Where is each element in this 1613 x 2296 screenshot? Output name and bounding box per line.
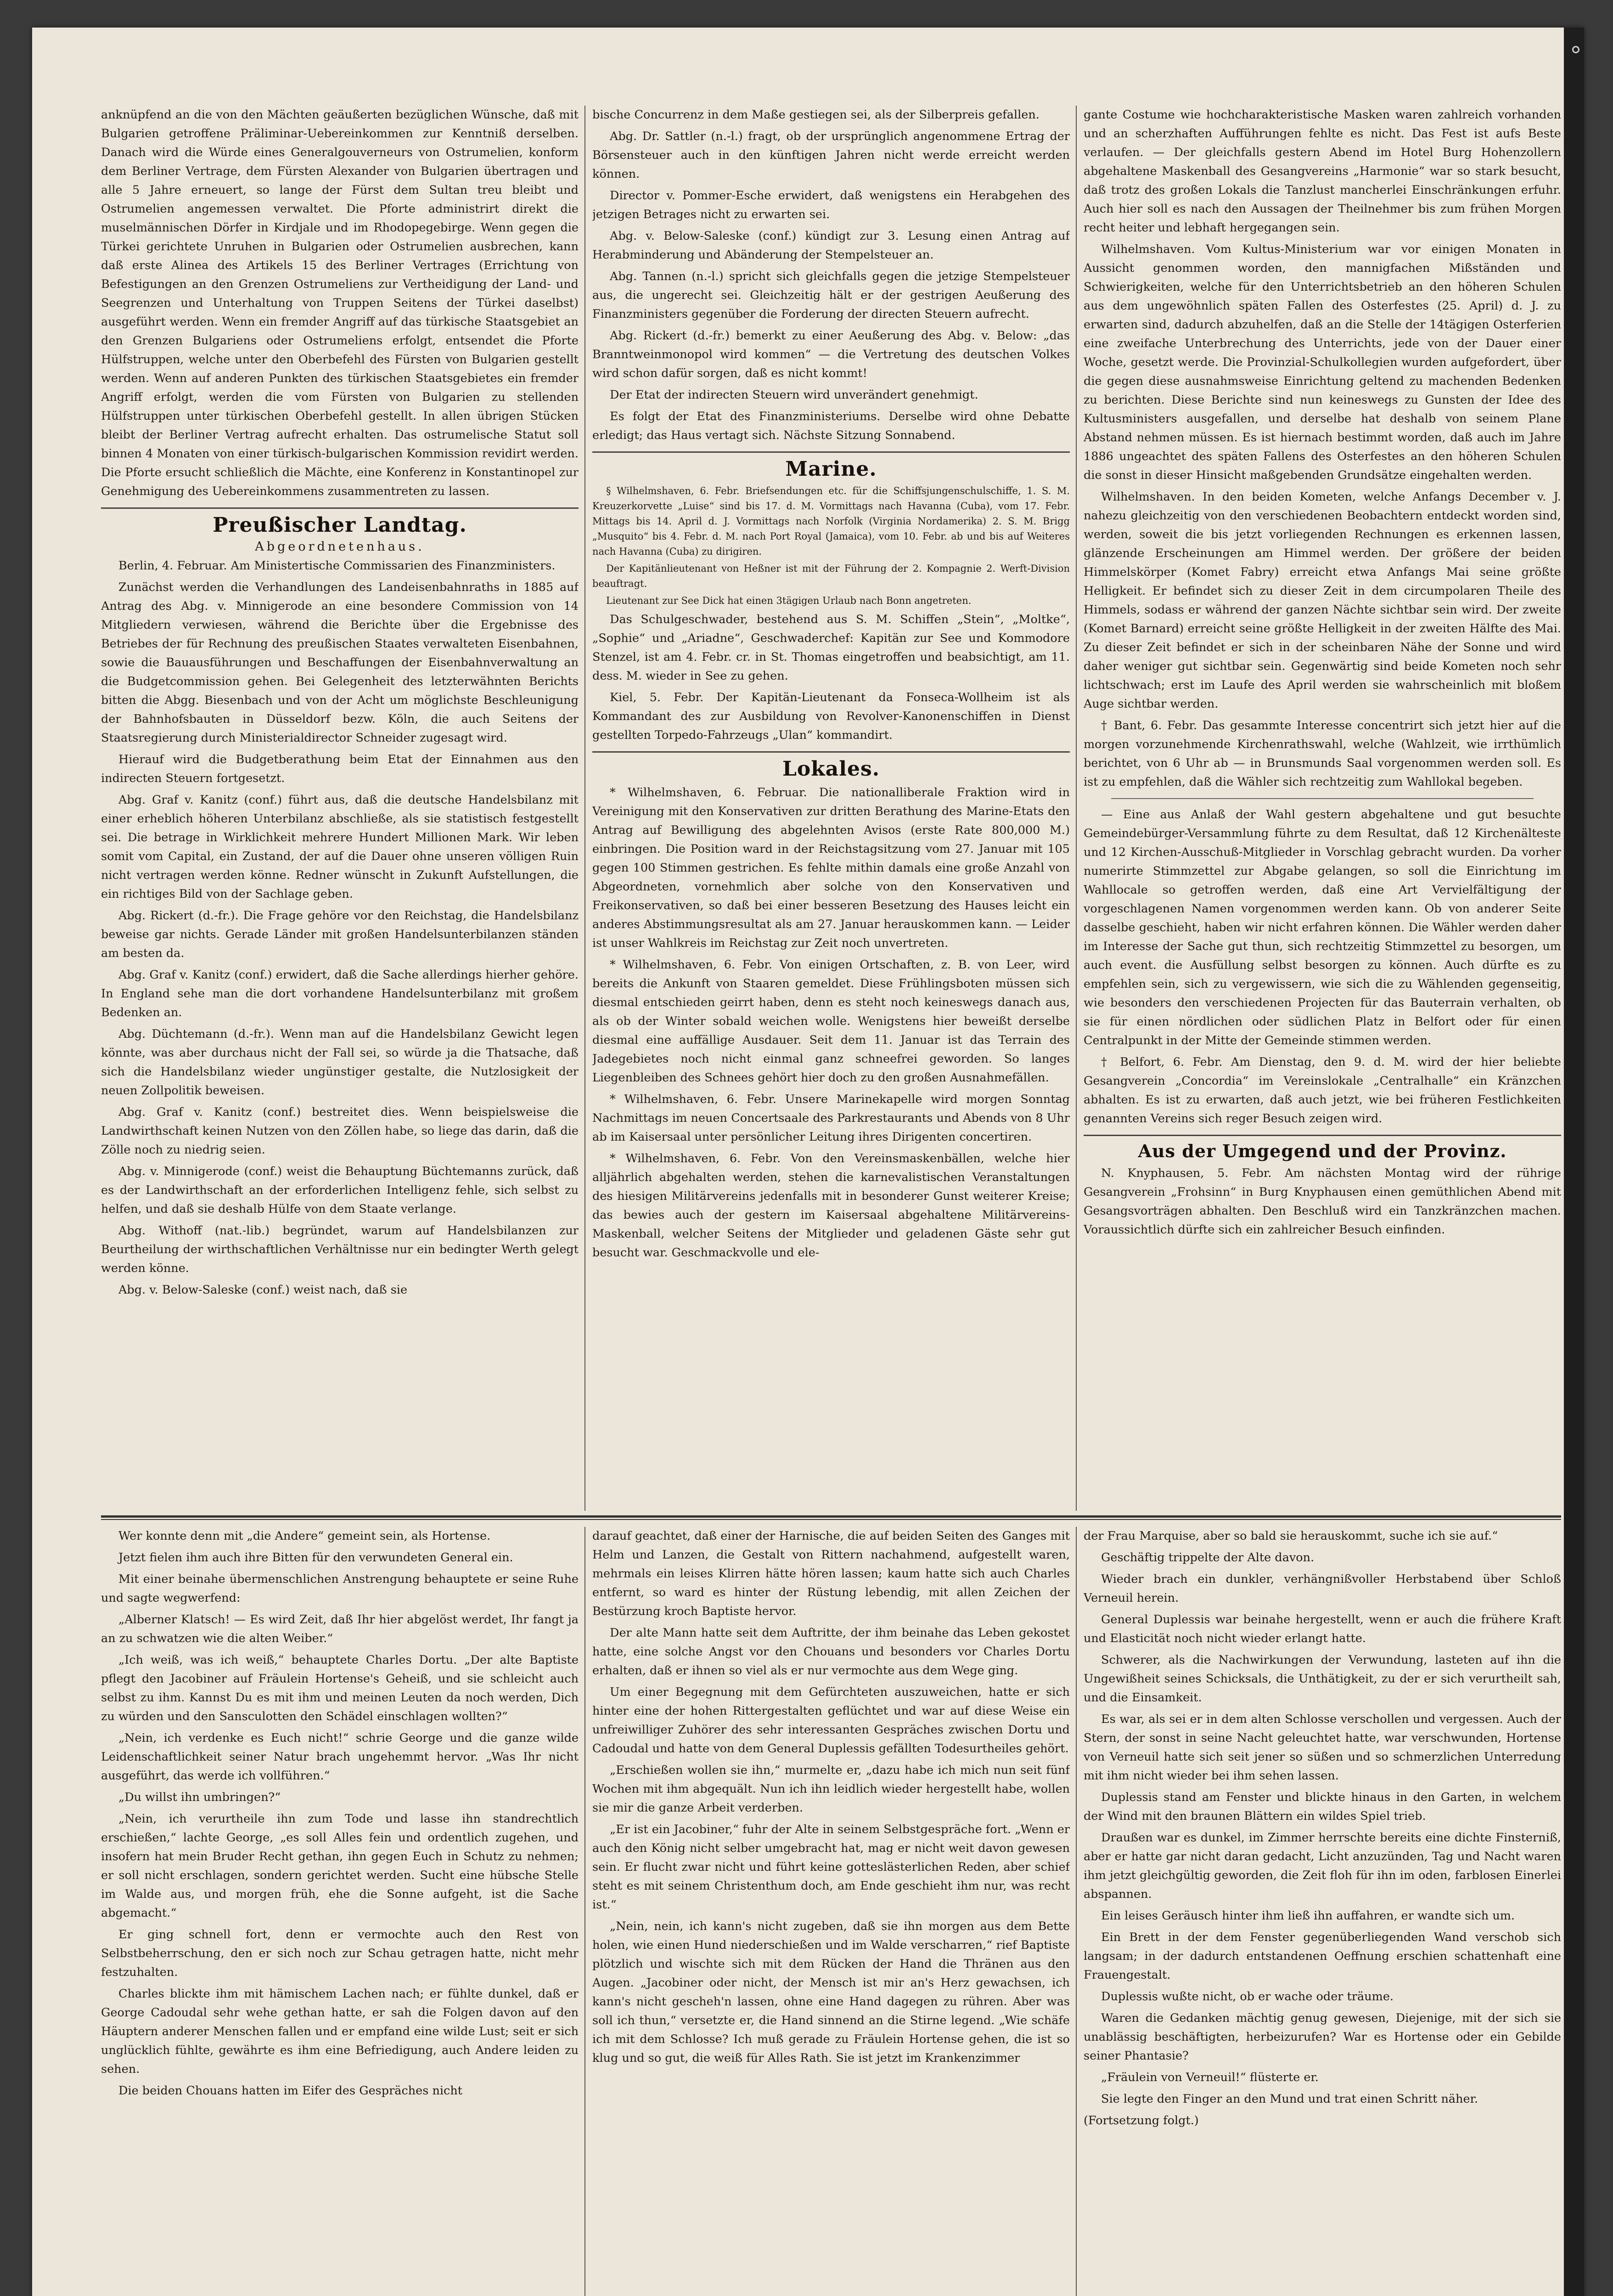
story-paragraph: Geschäftig trippelte der Alte davon. xyxy=(1101,1551,1315,1564)
story-paragraph: Duplessis wußte nicht, ob er wache oder träume. xyxy=(1101,1990,1394,2003)
article-paragraph: † Bant, 6. Febr. Das gesammte Interesse concentrirt sich jetzt hier auf die morgen vorzunehmende Kirchenrathswahl, welche (Wahlzeit, wie irrthümlich berichtet, von 6 Uhr ab — in Brunsmunds Saal vorgenommen werden soll. Es ist zu empfehlen, daß die Wähler sich rechtzeitig zum Wahllokal begeben. xyxy=(1084,719,1561,789)
story-paragraph: „Nein, nein, ich kann's nicht zugeben, daß sie ihn morgen aus dem Bette holen, wie einen Hund niederschießen und im Walde verscharren,“ rief Baptiste plötzlich und wischte sich mit dem Rücken der Hand die Thränen aus den Augen. „Jacobiner oder nicht, der Mensch ist mir an's Herz gewachsen, ich kann's nicht gescheh'n lassen, ohne eine Hand dagegen zu rühren. Aber was soll ich thun,“ versetzte er, die Hand sinnend an die Stirne legend. „Wie schäfe ich mit dem Schlosse? Ich muß gerade zu Fräulein Hortense gehen, die ist so klug und so gut, die weiß für Alles Rath. Sie ist jetzt im Krankenzimmer xyxy=(592,1919,1070,2065)
article-paragraph: Director v. Pommer-Esche erwidert, daß wenigstens ein Herabgehen des jetzigen Betrages nicht zu erwarten sei. xyxy=(592,189,1070,221)
article-paragraph: anknüpfend an die von den Mächten geäußerten bezüglichen Wünsche, daß mit Bulgarien getroffene Präliminar-Uebereinkommen zur Kenntniß derselben. Danach wird die Würde eines Generalgouverneurs von Ostrumelien, konform dem Berliner Vertrage, dem Fürsten Alexander von Bulgarien übertragen und alle 5 Jahre erneuert, so lange der Fürst dem Sultan treu bleibt und Ostrumelien angemessen verwaltet. Die Pforte administrirt direkt die muselmännischen Dörfer in Kirdjale und im Rhodopegebirge. Wenn gegen die Türkei gerichtete Unruhen in Bulgarien oder Ostrumelien ausbrechen, kann daß erste Alinea des Artikels 15 des Berliner Vertrages (Errichtung von Befestigungen an den Grenzen Ostrumeliens zur Vertheidigung der Land- und Seegrenzen und Unterhaltung von Truppen Seitens der Türkei daselbst) ausgeführt werden. Wenn ein fremder Angriff auf das türkische Staatsgebiet an den Grenzen Bulgariens oder Ostrumeliens erfolgt, entsendet die Pforte Hülfstruppen, welche unter den Oberbefehl des Fürsten von Bulgarien gestellt werden. Wenn auf anderen Punkten des türkischen Staatsgebietes ein fremder Angriff erfolgt, werden die vom Fürsten von Bulgarien zu stellenden Hülfstruppen unter türkischen Oberbefehl gestellt. In allen übrigen Stücken bleibt der Berliner Vertrag aufrecht erhalten. Das ostrumelische Statut soll binnen 4 Monaten von einer türkisch-bulgarischen Kommission revidirt werden. Die Pforte ersucht schließlich die Mächte, eine Konferenz in Konstantinopel zur Genehmigung des Uebereinkommens zusammentreten zu lassen. xyxy=(101,108,579,498)
article-paragraph: Zunächst werden die Verhandlungen des Landeisenbahnraths in 1885 auf Antrag des Abg. v. Minnigerode an eine besondere Commission von 14 Mitgliedern verwiesen, während die Berichte über die Ergebnisse des Betriebes der für Rechnung des preußischen Staates verwalteten Eisenbahnen, sowie die Bauausführungen und Beschaffungen der Eisenbahnverwaltung an die Budgetcommission gehen. Bei Gelegenheit des letzterwähnten Berichts bitten die Abgg. Biesenbach und von der Acht um möglichste Beschleunigung der Bahnhofsbauten in Düsseldorf bezw. Köln, die auch Seitens der Staatsregierung durch Ministerialdirector Schneider zugesagt wird. xyxy=(101,580,579,745)
story-paragraph: General Duplessis war beinahe hergestellt, wenn er auch die frühere Kraft und Elasticität noch nicht wieder erlangt hatte. xyxy=(1084,1613,1561,1645)
subheading-abgeordnetenhaus: Abgeordnetenhaus. xyxy=(255,540,425,554)
story-paragraph: „Er ist ein Jacobiner,“ fuhr der Alte in seinem Selbstgespräche fort. „Wenn er auch den König nicht selber umgebracht hat, mag er nicht weit davon gewesen sein. Er flucht zwar nicht und führt keine gotteslästerlichen Reden, aber schief steht es mit seinem Christenthum doch, am Ende geschieht ihm nur, was recht ist.“ xyxy=(592,1823,1070,1912)
feuilleton-section xyxy=(101,1527,1561,2296)
column-2 xyxy=(592,106,1070,1511)
article-paragraph: bische Concurrenz in dem Maße gestiegen sei, als der Silberpreis gefallen. xyxy=(592,108,1040,122)
story-paragraph: Es war, als sei er in dem alten Schlosse verschollen und vergessen. Auch der Stern, der sonst in seine Nacht geleuchtet hatte, war verschwunden, Hortense von Verneuil hatte sich seit jener so süßen und so schmerzlichen Unterredung mit ihm nicht wieder bei ihm sehen lassen. xyxy=(1084,1712,1561,1783)
heading-umgegend: Aus der Umgegend und der Provinz. xyxy=(1138,1141,1507,1161)
article-paragraph: Abg. v. Below-Saleske (conf.) kündigt zur 3. Lesung einen Antrag auf Herabminderung und Abänderung der Stempelsteuer an. xyxy=(592,229,1070,262)
article-paragraph: Wilhelmshaven. In den beiden Kometen, welche Anfangs December v. J. nahezu gleichzeitig von den verschiedenen Beobachtern entdeckt worden sind, werden, soweit die bis jetzt vorliegenden Rechnungen es erkennen lassen, glänzende Erscheinungen am Himmel werden. Der größere der beiden Himmelskörper (Komet Fabry) erreicht etwa Anfangs Mai seine größte Helligkeit. Er befindet sich zu dieser Zeit in dem circumpolaren Theile des Himmels, sodass er während der ganzen Nächte sichtbar sein wird. Der zweite (Komet Barnard) erreicht seine größte Helligkeit in der zweiten Hälfte des Mai. Zu dieser Zeit befindet er sich in der scheinbaren Nähe der Sonne und wird daher weniger gut sichtbar sein. Gegenwärtig sind beide Kometen noch sehr lichtschwach; erst im Laufe des April werden sie wahrscheinlich mit bloßem Auge sichtbar werden. xyxy=(1084,490,1561,711)
article-paragraph: N. Knyphausen, 5. Febr. Am nächsten Montag wird der rührige Gesangverein „Frohsinn“ in Burg Knyphausen einen gemüthlichen Abend mit Gesangsvorträgen abhalten. Den Beschluß wird ein Tanzkränzchen machen. Voraussichtlich dürfte sich ein zahlreicher Besuch einfinden. xyxy=(1084,1166,1561,1237)
article-paragraph: Abg. Withoff (nat.-lib.) begründet, warum auf Handelsbilanzen zur Beurtheilung der wirthschaftlichen Verhältnisse nur ein bedingter Werth gelegt werden könne. xyxy=(101,1224,579,1275)
story-paragraph: Charles blickte ihm mit hämischem Lachen nach; er fühlte dunkel, daß er George Cadoudal sehr wehe gethan hatte, er sah die Folgen davon auf den Häuptern anderer Menschen fallen und er empfand eine wilde Lust; seit er sich unglücklich fühlte, gewährte es ihm eine Befriedigung, auch Andere leiden zu sehen. xyxy=(101,1987,579,2076)
article-paragraph: Hierauf wird die Budgetberathung beim Etat der Einnahmen aus den indirecten Steuern fortgesetzt. xyxy=(101,753,579,785)
story-paragraph: Duplessis stand am Fenster und blickte hinaus in den Garten, in welchem der Wind mit den braunen Blättern ein wildes Spiel trieb. xyxy=(1084,1790,1561,1823)
article-paragraph: Kiel, 5. Febr. Der Kapitän-Lieutenant da Fonseca-Wollheim ist als Kommandant des zur Ausbildung von Revolver-Kanonenschiffen in Dienst gestellten Torpedo-Fahrzeugs „Ulan“ kommandirt. xyxy=(592,691,1070,742)
heading-marine: Marine. xyxy=(785,457,877,481)
heading-landtag: Preußischer Landtag. xyxy=(213,513,467,537)
upper-section xyxy=(101,106,1561,1511)
story-paragraph: „Du willst ihn umbringen?“ xyxy=(118,1790,281,1804)
article-paragraph: Wilhelmshaven. Vom Kultus-Ministerium war vor einigen Monaten in Aussicht genommen worden, den mannigfachen Mißständen und Schwierigkeiten, welche für den Unterrichtsbetrieb an den höheren Schulen aus dem ungewöhnlich späten Fallen des Osterfestes (25. April) d. J. zu erwarten sind, dadurch abzuhelfen, daß an die Stelle der 14tägigen Osterferien eine zweifache Unterbrechung des Unterrichts, jede von der Dauer einer Woche, gesetzt werde. Die Provinzial-Schulkollegien wurden aufgefordert, über die gegen diese ausnahmsweise Einrichtung geltend zu machenden Bedenken zu berichten. Diese Berichte sind nun keineswegs zu Gunsten der Idee des Kultusministers ausgefallen, und derselbe hat deshalb von seinem Plane Abstand nehmen müssen. Es ist hiernach bestimmt worden, daß auch im Jahre 1886 ungeachtet des späten Fallens des Osterfestes an den höheren Schulen die sonst in dieser Hinsicht maßgebenden Grundsätze eingehalten werden. xyxy=(1084,242,1561,482)
article-paragraph: * Wilhelmshaven, 6. Februar. Die nationalliberale Fraktion wird in Vereinigung mit den Konservativen zur dritten Berathung des Marine-Etats den Antrag auf Bewilligung des abgelehnten Avisos (erste Rate 800,000 M.) einbringen. Die Position ward in der Reichstagsitzung vom 27. Januar mit 105 gegen 100 Stimmen gestrichen. Es fehlte mithin damals eine große Anzahl von Abgeordneten, vornehmlich aber solche von den Konservativen und Freikonservativen, so daß bei einer besseren Besetzung des Hauses leicht ein anderes Abstimmungsresultat als am 27. Januar herauskommen kann. — Leider ist unser Wahlkreis im Reichstag zur Zeit noch unvertreten. xyxy=(592,786,1070,950)
feuilleton-column-3 xyxy=(1084,1527,1561,2296)
article-paragraph: Abg. Düchtemann (d.-fr.). Wenn man auf die Handelsbilanz Gewicht legen könnte, was aber durchaus nicht der Fall sei, so würde ja die Thatsache, daß sich die Handelsbilanz wieder ungünstiger gestalte, die Nutzlosigkeit der neuen Zollpolitik beweisen. xyxy=(101,1027,579,1097)
newspaper-page xyxy=(32,28,1584,2296)
article-paragraph: Der Etat der indirecten Steuern wird unverändert genehmigt. xyxy=(610,388,978,402)
article-paragraph: † Belfort, 6. Febr. Am Dienstag, den 9. d. M. wird der hier beliebte Gesangverein „Concordia“ im Vereinslokale „Centralhalle“ ein Kränzchen abhalten. Es ist zu erwarten, daß auch jetzt, wie bei früheren Festlichkeiten genannten Vereins sich reger Besuch zeigen wird. xyxy=(1084,1055,1561,1125)
article-paragraph: Berlin, 4. Februar. Am Ministertische Commissarien des Finanzministers. xyxy=(118,559,556,573)
scan-edge-bar xyxy=(1564,28,1584,2296)
notice-paragraph: § Wilhelmshaven, 6. Febr. Briefsendungen etc. für die Schiffsjungenschulschiffe, 1. S. M. Kreuzerkorvette „Luise“ sind bis 17. d. M. Vormittags nach Havanna (Cuba), vom 17. Febr. Mittags bis 14. April d. J. Vormittags nach Norfolk (Virginia Nordamerika) 2. S. M. Brigg „Musquito“ bis 4. Febr. d. M. nach Port Royal (Jamaica), vom 10. Febr. ab und bis auf Weiteres nach Havanna (Cuba) zu dirigiren. xyxy=(592,485,1070,557)
heading-lokales: Lokales. xyxy=(782,757,880,781)
edge-marker-icon xyxy=(1572,46,1579,53)
article-paragraph: * Wilhelmshaven, 6. Febr. Unsere Marinekapelle wird morgen Sonntag Nachmittags im neuen Concertsaale des Parkrestaurants und Abends von 8 Uhr ab im Kaisersaal unter persönlicher Leitung ihres Dirigenten concertiren. xyxy=(592,1092,1070,1144)
notice-paragraph: Der Kapitänlieutenant von Heßner ist mit der Führung der 2. Kompagnie 2. Werft-Division beauftragt. xyxy=(592,563,1070,589)
story-paragraph: Ein Brett in der dem Fenster gegenüberliegenden Wand verschob sich langsam; in der dadurch entstandenen Oeffnung erschien schattenhaft eine Frauengestalt. xyxy=(1084,1930,1561,1982)
story-paragraph: Mit einer beinahe übermenschlichen Anstrengung behauptete er seine Ruhe und sagte wegwerfend: xyxy=(101,1572,579,1605)
separator-rule xyxy=(1111,798,1534,799)
story-paragraph: „Nein, ich verurtheile ihn zum Tode und lasse ihn standrechtlich erschießen,“ lachte George, „es soll Alles fein und ordentlich zugehen, und insofern hat mein Bruder Recht gethan, ihn gegen Euch in Schutz zu nehmen; er soll nicht erschlagen, sondern gerichtet werden. Sucht eine hübsche Stelle im Walde aus, und morgen früh, ehe die Sonne aufgeht, ist die Sache abgemacht.“ xyxy=(101,1812,579,1920)
story-paragraph: Jetzt fielen ihm auch ihre Bitten für den verwundeten General ein. xyxy=(118,1551,513,1564)
story-paragraph: „Ich weiß, was ich weiß,“ behauptete Charles Dortu. „Der alte Baptiste pflegt den Jacobiner auf Fräulein Hortense's Geheiß, und sie schleicht auch selbst zu ihm. Kannst Du es mit ihm und meinen Leuten da noch werden, Dich zu würden und den Sansculotten den Schädel einschlagen wollten?“ xyxy=(101,1653,579,1723)
article-paragraph: — Eine aus Anlaß der Wahl gestern abgehaltene und gut besuchte Gemeindebürger-Versammlung führte zu dem Resultat, daß 12 Kirchenälteste und 12 Kirchen-Ausschuß-Mitglieder in Vorschlag gebracht wurden. Da vorher numerirte Stimmzettel zur Abgabe gelangen, so soll die Einrichtung im Wahllocale so getroffen werden, daß eine Art Vervielfältigung der vorgeschlagenen Namen vorgenommen werden kann. Ob von anderer Seite dasselbe geschieht, haben wir nicht erfahren können. Die Wähler werden daher im Interesse der Sache gut thun, sich rechtzeitig Stimmzettel zu besorgen, um auch event. die Ausfüllung selbst besorgen zu können. Auch dürfte es zu empfehlen sein, sich zu vergewissern, wie sich die zu Wählenden gegenseitig, wie besonders den verschiedenen Projecten für das Bauterrain verhalten, ob sie für einen nördlichen oder südlichen Platz in Belfort oder für einen Centralpunkt in der Mitte der Gemeinde stimmen werden. xyxy=(1084,808,1561,1047)
article-paragraph: * Wilhelmshaven, 6. Febr. Von den Vereinsmaskenbällen, welche hier alljährlich abgehalten werden, stehen die karnevalistischen Veranstaltungen des hiesigen Militärvereins jedenfalls mit in besonderer Gunst weiterer Kreise; das bewies auch der gestern im Kaisersaal abgehaltene Militärvereins-Maskenball, welcher Seitens der Mitglieder und geladenen Gäste sehr gut besucht war. Geschmackvolle und ele- xyxy=(592,1152,1070,1260)
story-paragraph: „Nein, ich verdenke es Euch nicht!“ schrie George und die ganze wilde Leidenschaftlichkeit seiner Natur brach ungehemmt hervor. „Was Ihr nicht ausgeführt, das werde ich vollführen.“ xyxy=(101,1731,579,1783)
story-paragraph: „Erschießen wollen sie ihn,“ murmelte er, „dazu habe ich mich nun seit fünf Wochen mit ihm abgequält. Nun ich ihn leidlich wieder hergestellt habe, wollen sie mir die ganze Arbeit verderben. xyxy=(592,1763,1070,1815)
story-paragraph: Um einer Begegnung mit dem Gefürchteten auszuweichen, hatte er sich hinter eine der hohen Rittergestalten geflüchtet und war auf diese Weise ein unfreiwilliger Zuhörer des sehr interessanten Gespräches zwischen Dortu und Cadoudal und hatte von dem General Duplessis gefällten Todesurtheiles gehört. xyxy=(592,1685,1070,1756)
continuation-note: (Fortsetzung folgt.) xyxy=(1084,2114,1199,2127)
feuilleton-column-2 xyxy=(592,1527,1070,2296)
article-paragraph: Abg. Rickert (d.-fr.) bemerkt zu einer Aeußerung des Abg. v. Below: „das Branntweinmonopol wird kommen“ — die Vertretung des deutschen Volkes wird schon dafür sorgen, daß es nicht kommt! xyxy=(592,329,1070,380)
notice-paragraph: Lieutenant zur See Dick hat einen 3tägigen Urlaub nach Bonn angetreten. xyxy=(606,595,972,606)
story-paragraph: „Fräulein von Verneuil!“ flüsterte er. xyxy=(1101,2071,1319,2084)
feuilleton-divider xyxy=(101,1515,1561,1518)
column-rule xyxy=(1076,106,1077,1511)
article-paragraph: * Wilhelmshaven, 6. Febr. Von einigen Ortschaften, z. B. von Leer, wird bereits die Ankunft von Staaren gemeldet. Diese Frühlingsboten müssen sich diesmal entschieden geirrt haben, denn es steht noch keineswegs danach aus, als ob der Winter sobald weichen wolle. Wenigstens hier beweißt derselbe diesmal eine auffällige Ausdauer. Seit dem 11. Januar ist das Terrain des Jadegebietes noch nicht einmal ganz schneefrei geworden. So langes Liegenbleiben des Schnees gehört hier doch zu den großen Ausnahmefällen. xyxy=(592,958,1070,1085)
article-paragraph: Abg. Graf v. Kanitz (conf.) führt aus, daß die deutsche Handelsbilanz mit einer erheblich höheren Unterbilanz abschließe, als sie statistisch festgestellt sei. Die betrage in Wirklichkeit mehrere Hundert Millionen Mark. Wir leben somit vom Capital, ein Zustand, der auf die Dauer ohne unseren völligen Ruin nicht vertragen werden könne. Redner wünscht in Zukunft Aufstellungen, die ein richtiges Bild von der Sachlage geben. xyxy=(101,793,579,901)
feuilleton-column-1 xyxy=(101,1527,579,2296)
story-paragraph: darauf geachtet, daß einer der Harnische, die auf beiden Seiten des Ganges mit Helm und Lanzen, die Gestalt von Rittern nachahmend, aufgestellt waren, mehrmals ein leises Klirren hätte hören lassen; kaum hatte sich auch Charles entfernt, so ward es hinter der Rüstung lebendig, mit allen Zeichen der Bestürzung kroch Baptiste hervor. xyxy=(592,1529,1070,1618)
column-3 xyxy=(1084,106,1561,1511)
article-paragraph: Abg. v. Below-Saleske (conf.) weist nach, daß sie xyxy=(118,1283,408,1297)
story-paragraph: Waren die Gedanken mächtig genug gewesen, Diejenige, mit der sich sie unablässig beschäftigten, herbeizurufen? War es Hortense oder ein Gebilde seiner Phantasie? xyxy=(1084,2011,1561,2063)
story-paragraph: „Alberner Klatsch! — Es wird Zeit, daß Ihr hier abgelöst werdet, Ihr fangt ja an zu schwatzen wie die alten Weiber.“ xyxy=(101,1613,579,1645)
article-paragraph: Abg. v. Minnigerode (conf.) weist die Behauptung Büchtemanns zurück, daß es der Landwirthschaft an der erforderlichen Intelligenz fehle, sich selbst zu helfen, und daß sie deshalb Hülfe von dem Staate verlange. xyxy=(101,1165,579,1216)
section-rule xyxy=(592,451,1070,453)
column-1 xyxy=(101,106,579,1511)
story-paragraph: Wer konnte denn mit „die Andere“ gemeint sein, als Hortense. xyxy=(118,1529,491,1543)
section-rule xyxy=(101,507,579,509)
story-paragraph: der Frau Marquise, aber so bald sie herauskommt, suche ich sie auf.“ xyxy=(1084,1529,1498,1543)
column-rule xyxy=(1076,1527,1077,2296)
section-rule xyxy=(1084,1135,1561,1136)
story-paragraph: Ein leises Geräusch hinter ihm ließ ihn auffahren, er wandte sich um. xyxy=(1101,1909,1515,1923)
article-paragraph: gante Costume wie hochcharakteristische Masken waren zahlreich vorhanden und an scherzhaften Aufführungen fehlte es nicht. Das Fest ist aufs Beste verlaufen. — Der gleichfalls gestern Abend im Hotel Burg Hohenzollern abgehaltene Maskenball des Gesangvereins „Harmonie“ war so stark besucht, daß trotz des großen Lokals die Tanzlust mancherlei Einschränkungen erfuhr. Auch hier soll es nach den Aussagen der Theilnehmer bis zum frühen Morgen recht heiter und lebhaft hergegangen sein. xyxy=(1084,108,1561,235)
story-paragraph: Sie legte den Finger an den Mund und trat einen Schritt näher. xyxy=(1101,2092,1478,2106)
story-paragraph: Der alte Mann hatte seit dem Auftritte, der ihm beinahe das Leben gekostet hatte, eine solche Angst vor den Chouans und besonders vor Charles Dortu erhalten, daß er ihnen so viel als er nur vermochte aus dem Wege ging. xyxy=(592,1626,1070,1677)
article-paragraph: Abg. Dr. Sattler (n.-l.) fragt, ob der ursprünglich angenommene Ertrag der Börsensteuer auch in den künftigen Jahren nicht werde erreicht werden können. xyxy=(592,129,1070,181)
article-paragraph: Es folgt der Etat des Finanzministeriums. Derselbe wird ohne Debatte erledigt; das Haus vertagt sich. Nächste Sitzung Sonnabend. xyxy=(592,410,1070,442)
article-paragraph: Abg. Graf v. Kanitz (conf.) bestreitet dies. Wenn beispielsweise die Landwirthschaft keinen Nutzen von den Zöllen habe, so liege das darin, daß die Zölle noch zu niedrig seien. xyxy=(101,1105,579,1157)
story-paragraph: Draußen war es dunkel, im Zimmer herrschte bereits eine dichte Finsterniß, aber er hatte gar nicht daran gedacht, Licht anzuzünden, Tag und Nacht waren ihm jetzt gleichgültig geworden, die Zeit floh für ihn im oden, farblosen Einerlei abspannen. xyxy=(1084,1831,1561,1901)
story-paragraph: Er ging schnell fort, denn er vermochte auch den Rest von Selbstbeherrschung, den er sich noch zur Schau getragen hatte, nicht mehr festzuhalten. xyxy=(101,1928,579,1979)
article-paragraph: Abg. Rickert (d.-fr.). Die Frage gehöre vor den Reichstag, die Handelsbilanz beweise gar nichts. Gerade Länder mit großen Handelsunterbilanzen ständen am besten da. xyxy=(101,909,579,960)
section-rule xyxy=(592,751,1070,753)
story-paragraph: Die beiden Chouans hatten im Eifer des Gespräches nicht xyxy=(118,2084,463,2098)
article-paragraph: Das Schulgeschwader, bestehend aus S. M. Schiffen „Stein“, „Moltke“, „Sophie“ und „Ariadne“, Geschwaderchef: Kapitän zur See und Kommodore Stenzel, ist am 4. Febr. cr. in St. Thomas eingetroffen und beabsichtigt, am 11. dess. M. wieder in See zu gehen. xyxy=(592,613,1070,683)
article-paragraph: Abg. Graf v. Kanitz (conf.) erwidert, daß die Sache allerdings hierher gehöre. In England sehe man die dort vorhandene Handelsunterbilanz mit großem Bedenken an. xyxy=(101,968,579,1019)
story-paragraph: Wieder brach ein dunkler, verhängnißvoller Herbstabend über Schloß Verneuil herein. xyxy=(1084,1572,1561,1605)
story-paragraph: Schwerer, als die Nachwirkungen der Verwundung, lasteten auf ihn die Ungewißheit seines Schicksals, die Unthätigkeit, zu der er sich verurtheilt sah, und die Einsamkeit. xyxy=(1084,1653,1561,1705)
article-paragraph: Abg. Tannen (n.-l.) spricht sich gleichfalls gegen die jetzige Stempelsteuer aus, die ungerecht sei. Gleichzeitig hält er der gestrigen Aeußerung des Finanzministers gegenüber die Forderung der directen Steuern aufrecht. xyxy=(592,270,1070,321)
